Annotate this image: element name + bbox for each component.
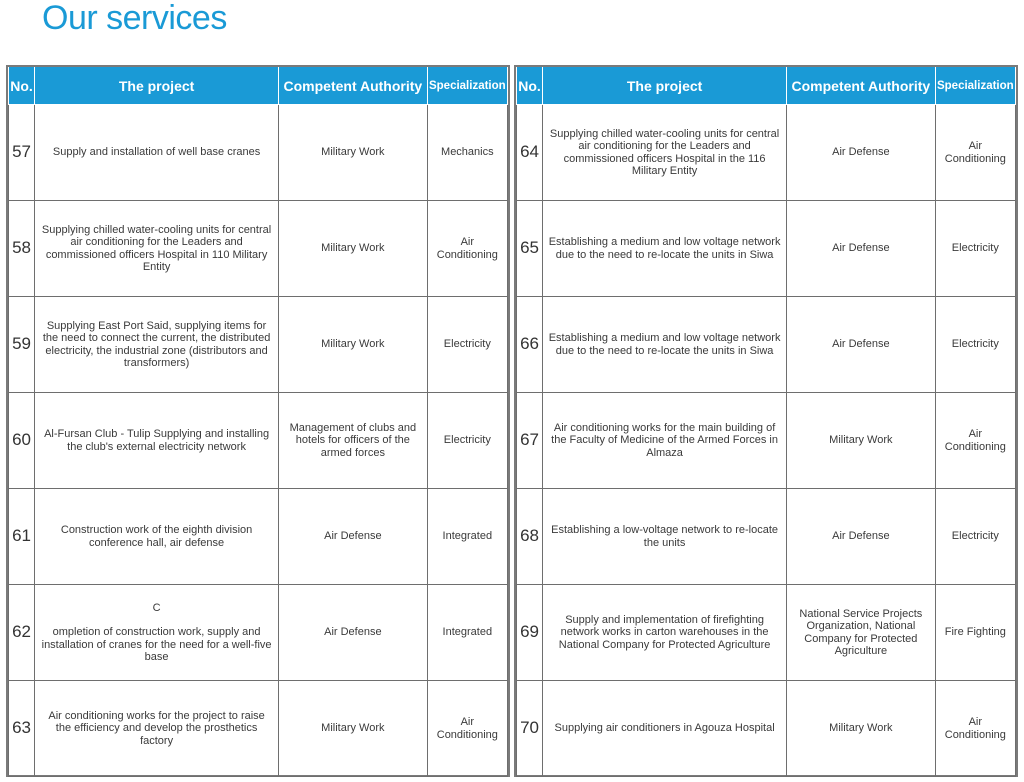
row-project: Construction work of the eighth division conference hall, air defense bbox=[35, 489, 279, 585]
table-row bbox=[9, 201, 508, 297]
table-row bbox=[9, 681, 508, 777]
row-number: 66 bbox=[517, 297, 543, 393]
table-row bbox=[517, 105, 1016, 201]
table-row bbox=[517, 201, 1016, 297]
row-authority: Management of clubs and hotels for officers of the armed forces bbox=[279, 393, 428, 489]
row-specialization: Electricity bbox=[935, 297, 1015, 393]
header-project: The project bbox=[35, 67, 279, 105]
row-specialization: Electricity bbox=[935, 201, 1015, 297]
row-specialization: Integrated bbox=[427, 585, 507, 681]
row-number: 70 bbox=[517, 681, 543, 777]
row-number: 57 bbox=[9, 105, 35, 201]
header-project: The project bbox=[543, 67, 787, 105]
row-specialization: Air Conditioning bbox=[427, 201, 507, 297]
services-table-right bbox=[514, 65, 1018, 777]
row-number: 69 bbox=[517, 585, 543, 681]
row-project: Supply and implementation of firefighting network works in carton warehouses in the National Company for Protected Agriculture bbox=[543, 585, 787, 681]
row-authority: Military Work bbox=[279, 201, 428, 297]
row-specialization: Electricity bbox=[427, 297, 507, 393]
table-row bbox=[517, 585, 1016, 681]
header-authority: Competent Authority bbox=[279, 67, 428, 105]
header-authority: Competent Authority bbox=[787, 67, 936, 105]
row-specialization: Air Conditioning bbox=[935, 105, 1015, 201]
row-number: 64 bbox=[517, 105, 543, 201]
row-specialization: Air Conditioning bbox=[935, 393, 1015, 489]
row-project: Supplying East Port Said, supplying items for the need to connect the current, the distributed electricity, the industrial zone (distributors and transformers) bbox=[35, 297, 279, 393]
row-number: 65 bbox=[517, 201, 543, 297]
row-authority: Air Defense bbox=[279, 585, 428, 681]
row-project: Establishing a low-voltage network to re-locate the units bbox=[543, 489, 787, 585]
header-no: No. bbox=[517, 67, 543, 105]
row-project-initial: C bbox=[152, 601, 161, 614]
row-project: Establishing a medium and low voltage network due to the need to re-locate the units in Siwa bbox=[543, 201, 787, 297]
table-header-row bbox=[9, 67, 508, 105]
table-row bbox=[517, 393, 1016, 489]
row-project: Supply and installation of well base cranes bbox=[35, 105, 279, 201]
header-specialization: Specialization bbox=[935, 67, 1015, 105]
table-row bbox=[517, 681, 1016, 777]
row-specialization: Air Conditioning bbox=[427, 681, 507, 777]
row-authority: Military Work bbox=[279, 297, 428, 393]
row-project: Air conditioning works for the project to raise the efficiency and develop the prosthetics factory bbox=[35, 681, 279, 777]
row-number: 68 bbox=[517, 489, 543, 585]
row-number: 62 bbox=[9, 585, 35, 681]
row-specialization: Electricity bbox=[935, 489, 1015, 585]
row-project bbox=[35, 585, 279, 681]
row-specialization: Integrated bbox=[427, 489, 507, 585]
row-authority: Military Work bbox=[787, 393, 936, 489]
row-authority: Military Work bbox=[279, 105, 428, 201]
table-row bbox=[9, 585, 508, 681]
row-project: Al-Fursan Club - Tulip Supplying and installing the club's external electricity network bbox=[35, 393, 279, 489]
row-specialization: Fire Fighting bbox=[935, 585, 1015, 681]
row-authority: Military Work bbox=[279, 681, 428, 777]
table-row bbox=[9, 105, 508, 201]
row-project: Supplying chilled water-cooling units for central air conditioning for the Leaders and commissioned officers Hospital in 110 Military Entity bbox=[35, 201, 279, 297]
row-project: Supplying air conditioners in Agouza Hospital bbox=[543, 681, 787, 777]
row-authority: National Service Projects Organization, National Company for Protected Agriculture bbox=[787, 585, 936, 681]
table-header-row bbox=[517, 67, 1016, 105]
row-number: 58 bbox=[9, 201, 35, 297]
row-project: Air conditioning works for the main building of the Faculty of Medicine of the Armed Forces in Almaza bbox=[543, 393, 787, 489]
row-specialization: Electricity bbox=[427, 393, 507, 489]
row-specialization: Air Conditioning bbox=[935, 681, 1015, 777]
row-authority: Air Defense bbox=[787, 105, 936, 201]
table-row bbox=[517, 489, 1016, 585]
row-authority: Air Defense bbox=[787, 489, 936, 585]
row-authority: Air Defense bbox=[787, 297, 936, 393]
row-number: 67 bbox=[517, 393, 543, 489]
row-authority: Military Work bbox=[787, 681, 936, 777]
page-title: Our services bbox=[42, 0, 227, 37]
table-row bbox=[517, 297, 1016, 393]
services-table-left bbox=[6, 65, 510, 777]
header-specialization: Specialization bbox=[427, 67, 507, 105]
row-number: 60 bbox=[9, 393, 35, 489]
row-project: Supplying chilled water-cooling units for central air conditioning for the Leaders and commissioned officers Hospital in the 116 Military Entity bbox=[543, 105, 787, 201]
table-row bbox=[9, 297, 508, 393]
table-row bbox=[9, 489, 508, 585]
row-number: 61 bbox=[9, 489, 35, 585]
row-project: Establishing a medium and low voltage network due to the need to re-locate the units in Siwa bbox=[543, 297, 787, 393]
row-number: 63 bbox=[9, 681, 35, 777]
table-row bbox=[9, 393, 508, 489]
header-no: No. bbox=[9, 67, 35, 105]
row-authority: Air Defense bbox=[787, 201, 936, 297]
row-number: 59 bbox=[9, 297, 35, 393]
row-project-text: ompletion of construction work, supply and installation of cranes for the need for a well-five base bbox=[41, 626, 272, 663]
row-authority: Air Defense bbox=[279, 489, 428, 585]
row-specialization: Mechanics bbox=[427, 105, 507, 201]
